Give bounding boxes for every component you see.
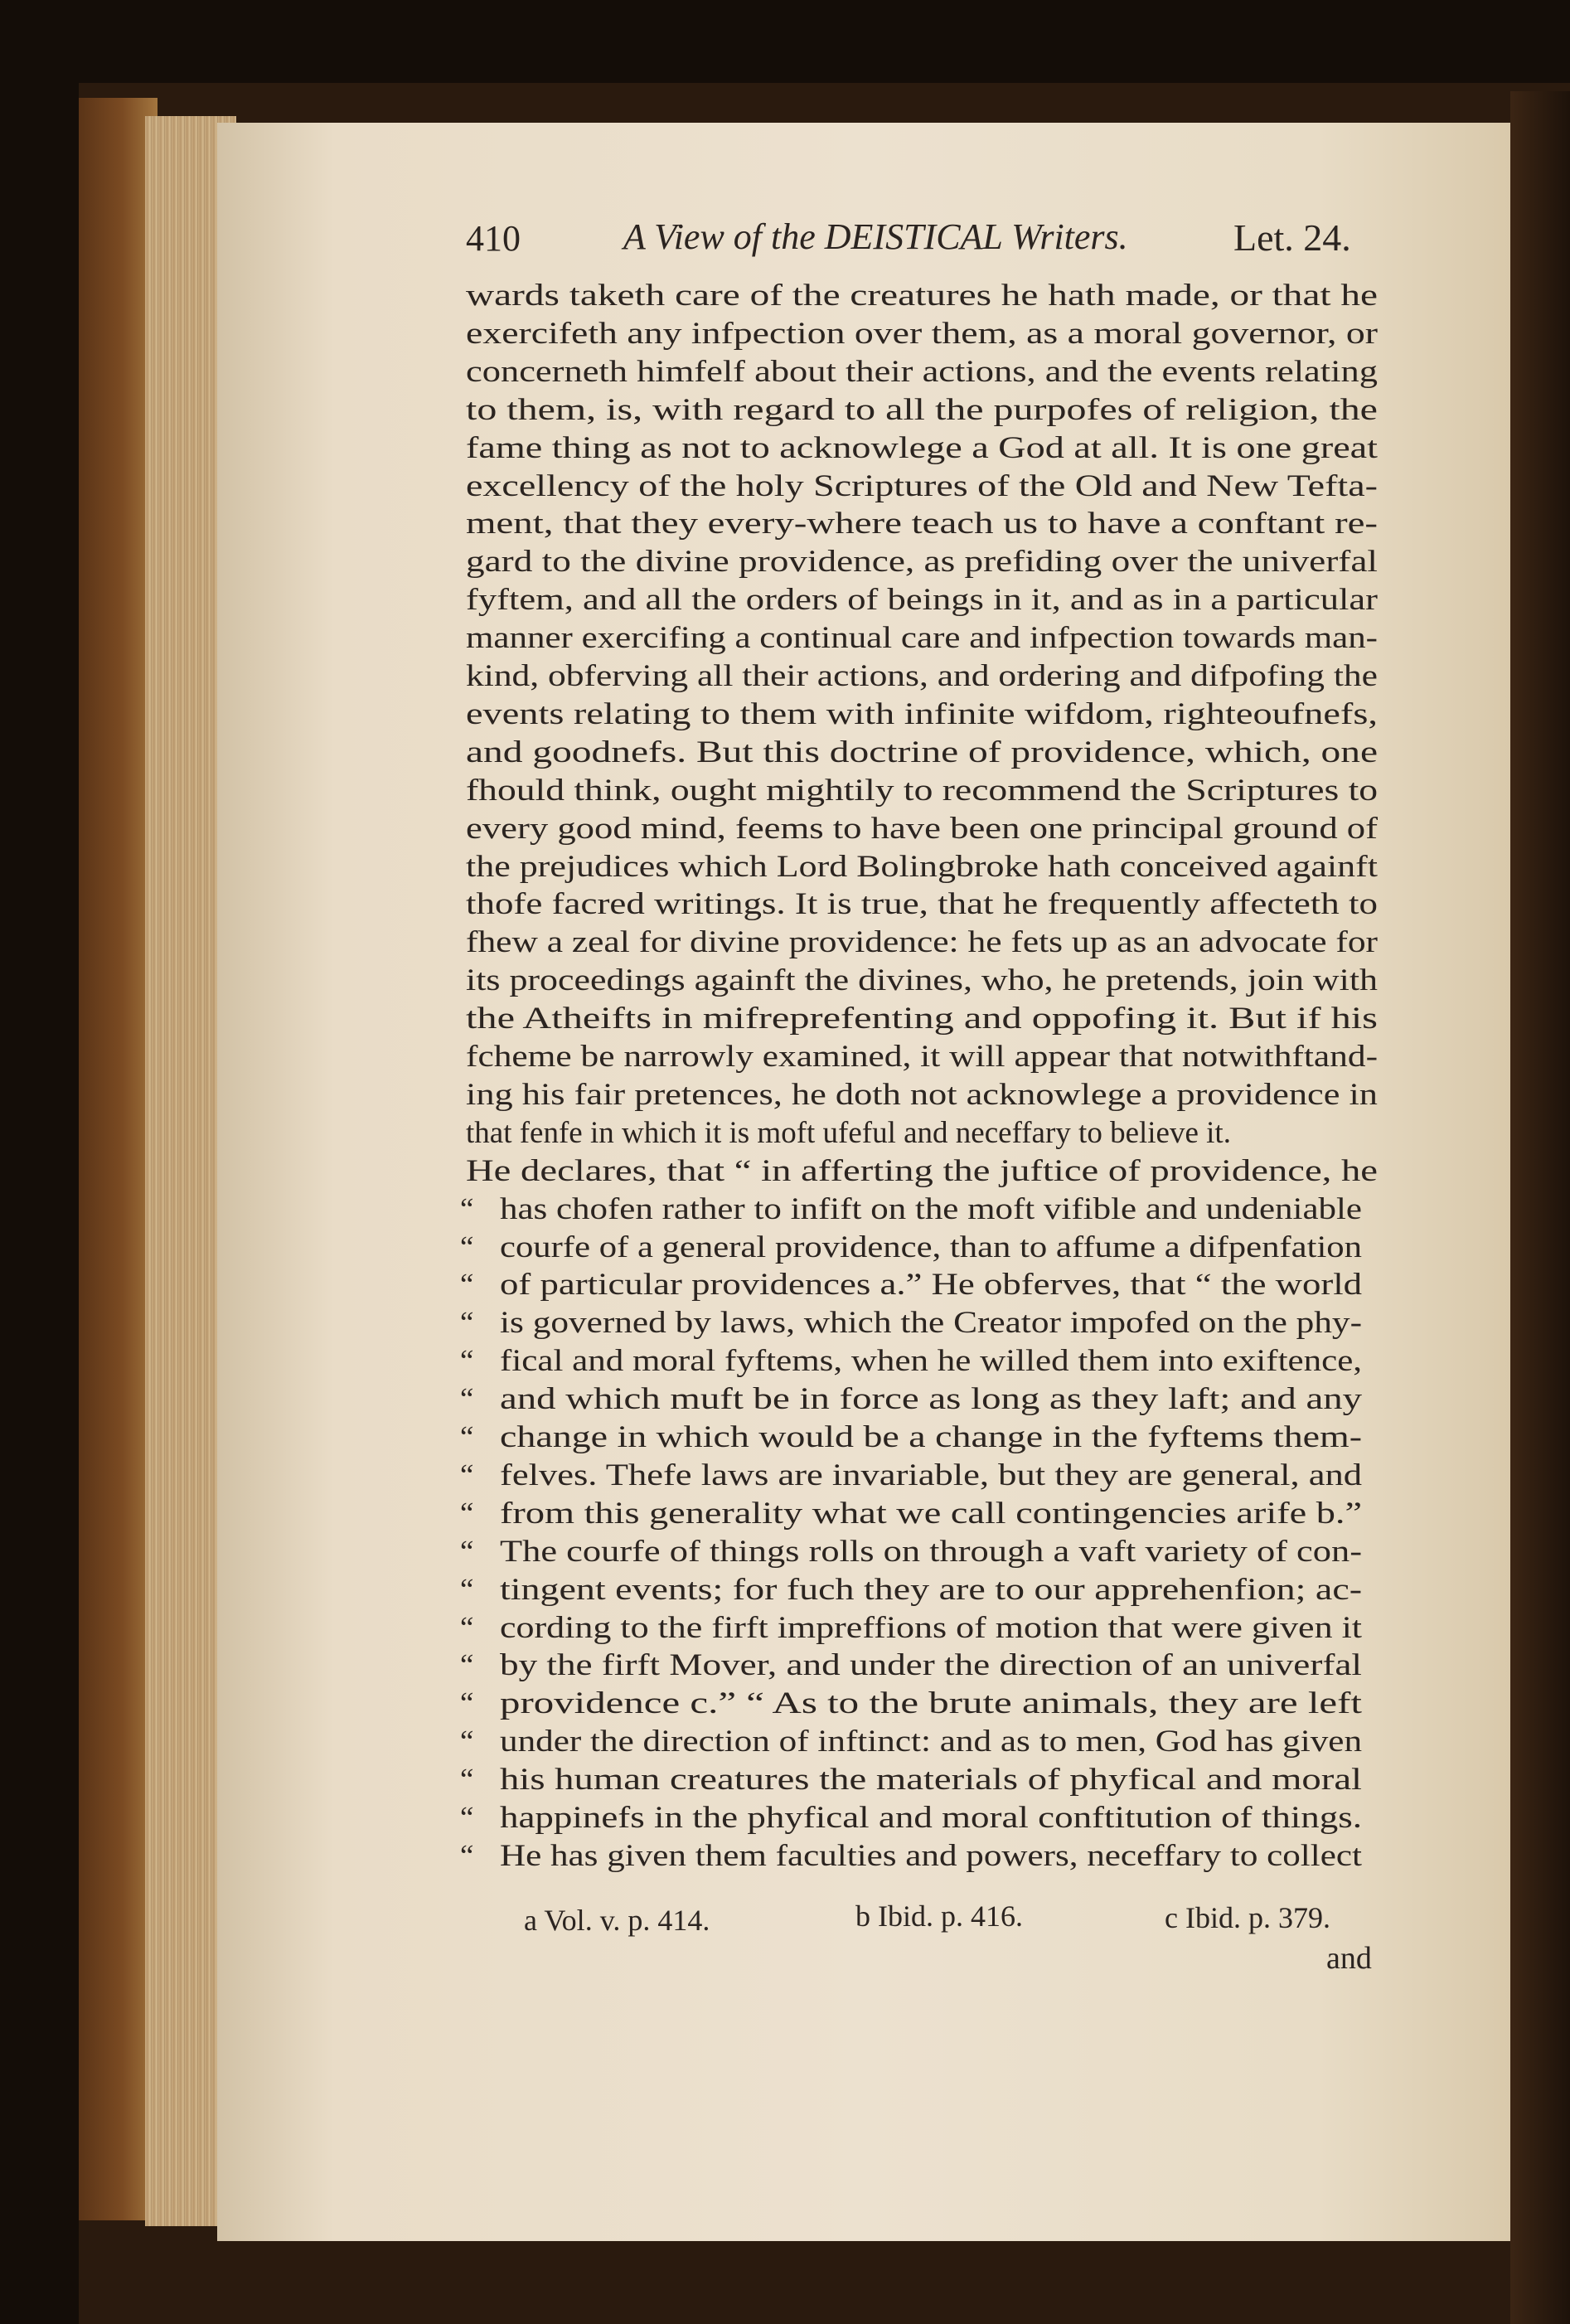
quote-mark: “ xyxy=(460,1458,474,1492)
quote-mark: “ xyxy=(460,1382,474,1417)
line-text: fhould think, ought mightily to recommend the Scriptures to xyxy=(466,773,1379,808)
line-text: his human creatures the materials of phyfical and moral xyxy=(500,1763,1363,1798)
quote-mark: “ xyxy=(460,1801,474,1835)
line-text: fical and moral fyftems, when he willed them into exiftence, xyxy=(500,1344,1363,1379)
quote-mark: “ xyxy=(460,1725,474,1759)
footnote-b: b Ibid. p. 416. xyxy=(855,1899,1023,1933)
quote-mark: “ xyxy=(460,1838,474,1873)
line-text: kind, obferving all their actions, and ordering and difpofing the xyxy=(466,659,1378,693)
quote-mark: “ xyxy=(460,1420,474,1454)
line-text: tingent events; for fuch they are to our apprehenfion; ac- xyxy=(500,1572,1363,1607)
quote-mark: “ xyxy=(460,1763,474,1798)
quote-mark: “ xyxy=(460,1610,474,1645)
line-text: cording to the firft impreffions of motion that were given it xyxy=(500,1610,1363,1645)
footnote-c: c Ibid. p. 379. xyxy=(1165,1901,1330,1934)
quote-mark: “ xyxy=(460,1572,474,1607)
quote-mark: “ xyxy=(460,1230,474,1264)
quote-mark: “ xyxy=(460,1344,474,1379)
line-text: fcheme be narrowly examined, it will appear that notwithftand- xyxy=(466,1040,1379,1074)
line-text: fyftem, and all the orders of beings in it, and as in a particular xyxy=(466,583,1379,618)
running-title: A View of the DEISTICAL Writers. xyxy=(623,216,1128,257)
line-text: manner exercifing a continual care and infpection towards man- xyxy=(466,621,1379,656)
line-text: the prejudices which Lord Bolingbroke hath conceived againft xyxy=(466,849,1378,884)
line-text: change in which would be a change in the fyftems them- xyxy=(500,1420,1363,1454)
quote-mark: “ xyxy=(460,1306,474,1341)
quote-mark: “ xyxy=(460,1268,474,1303)
footnote-a: a Vol. v. p. 414. xyxy=(524,1904,710,1937)
line-text: concerneth himfelf about their actions, and the events relating xyxy=(466,354,1378,389)
quote-mark: “ xyxy=(460,1534,474,1569)
line-text: events relating to them with infinite wifdom, righteoufnefs, xyxy=(466,696,1378,731)
catchword: and xyxy=(1326,1941,1372,1976)
line-text: and goodnefs. But this doctrine of providence, which, one xyxy=(466,735,1379,769)
line-text: He declares, that “ in afferting the juftice of providence, he xyxy=(466,1153,1379,1188)
quote-mark: “ xyxy=(460,1686,474,1721)
line-text: every good mind, feems to have been one principal ground of xyxy=(466,811,1379,846)
line-text: happinefs in the phyfical and moral conftitution of things. xyxy=(500,1801,1362,1835)
quote-mark: “ xyxy=(460,1496,474,1531)
letter-number: Let. 24. xyxy=(1233,216,1351,259)
line-text: felves. Thefe laws are invariable, but they are general, and xyxy=(500,1458,1363,1492)
line-text: fame thing as not to acknowlege a God at all. It is one great xyxy=(466,430,1379,465)
line-text: He has given them faculties and powers, neceffary to collect xyxy=(500,1838,1362,1873)
line-text: The courfe of things rolls on through a vaft variety of con- xyxy=(500,1534,1363,1569)
line-text: ment, that they every-where teach us to have a conftant re- xyxy=(466,507,1379,541)
line-text: gard to the divine providence, as prefiding over the univerfal xyxy=(466,545,1378,580)
line-text: has chofen rather to infift on the moft vifible and undeniable xyxy=(500,1191,1363,1226)
line-text: under the direction of inftinct: and as to men, God has given xyxy=(500,1725,1363,1759)
line-text: is governed by laws, which the Creator impofed on the phy- xyxy=(500,1306,1363,1341)
quote-mark: “ xyxy=(460,1648,474,1683)
line-text: exercifeth any infpection over them, as a moral governor, or xyxy=(466,316,1379,351)
line-text: that fenfe in which it is moft ufeful and neceffary to believe it. xyxy=(466,1115,1231,1150)
line-text: by the firft Mover, and under the direction of an univerfal xyxy=(500,1648,1362,1683)
quote-mark: “ xyxy=(460,1191,474,1226)
line-text: the Atheifts in mifreprefenting and oppofing it. But if his xyxy=(466,1002,1378,1036)
line-text: of particular providences a.” He obferves, that “ the world xyxy=(500,1268,1363,1303)
page-number: 410 xyxy=(466,218,521,259)
line-text: fhew a zeal for divine providence: he fets up as an advocate for xyxy=(466,925,1379,960)
line-text: its proceedings againft the divines, who, he pretends, join with xyxy=(466,963,1379,998)
line-text: from this generality what we call contingencies arife b.” xyxy=(500,1496,1363,1531)
line-text: courfe of a general providence, than to affume a difpenfation xyxy=(500,1230,1363,1264)
right-cover-edge xyxy=(1510,91,1570,2324)
line-text: thofe facred writings. It is true, that he frequently affecteth to xyxy=(466,887,1378,922)
line-text: providence c.” “ As to the brute animals, they are left xyxy=(500,1686,1362,1721)
line-text: and which muft be in force as long as they laft; and any xyxy=(500,1382,1363,1417)
line-text: wards taketh care of the creatures he hath made, or that he xyxy=(466,279,1379,313)
line-text: excellency of the holy Scriptures of the Old and New Tefta- xyxy=(466,468,1378,503)
line-text: ing his fair pretences, he doth not acknowlege a providence in xyxy=(466,1077,1378,1112)
line-text: to them, is, with regard to all the purpofes of religion, the xyxy=(466,392,1378,427)
